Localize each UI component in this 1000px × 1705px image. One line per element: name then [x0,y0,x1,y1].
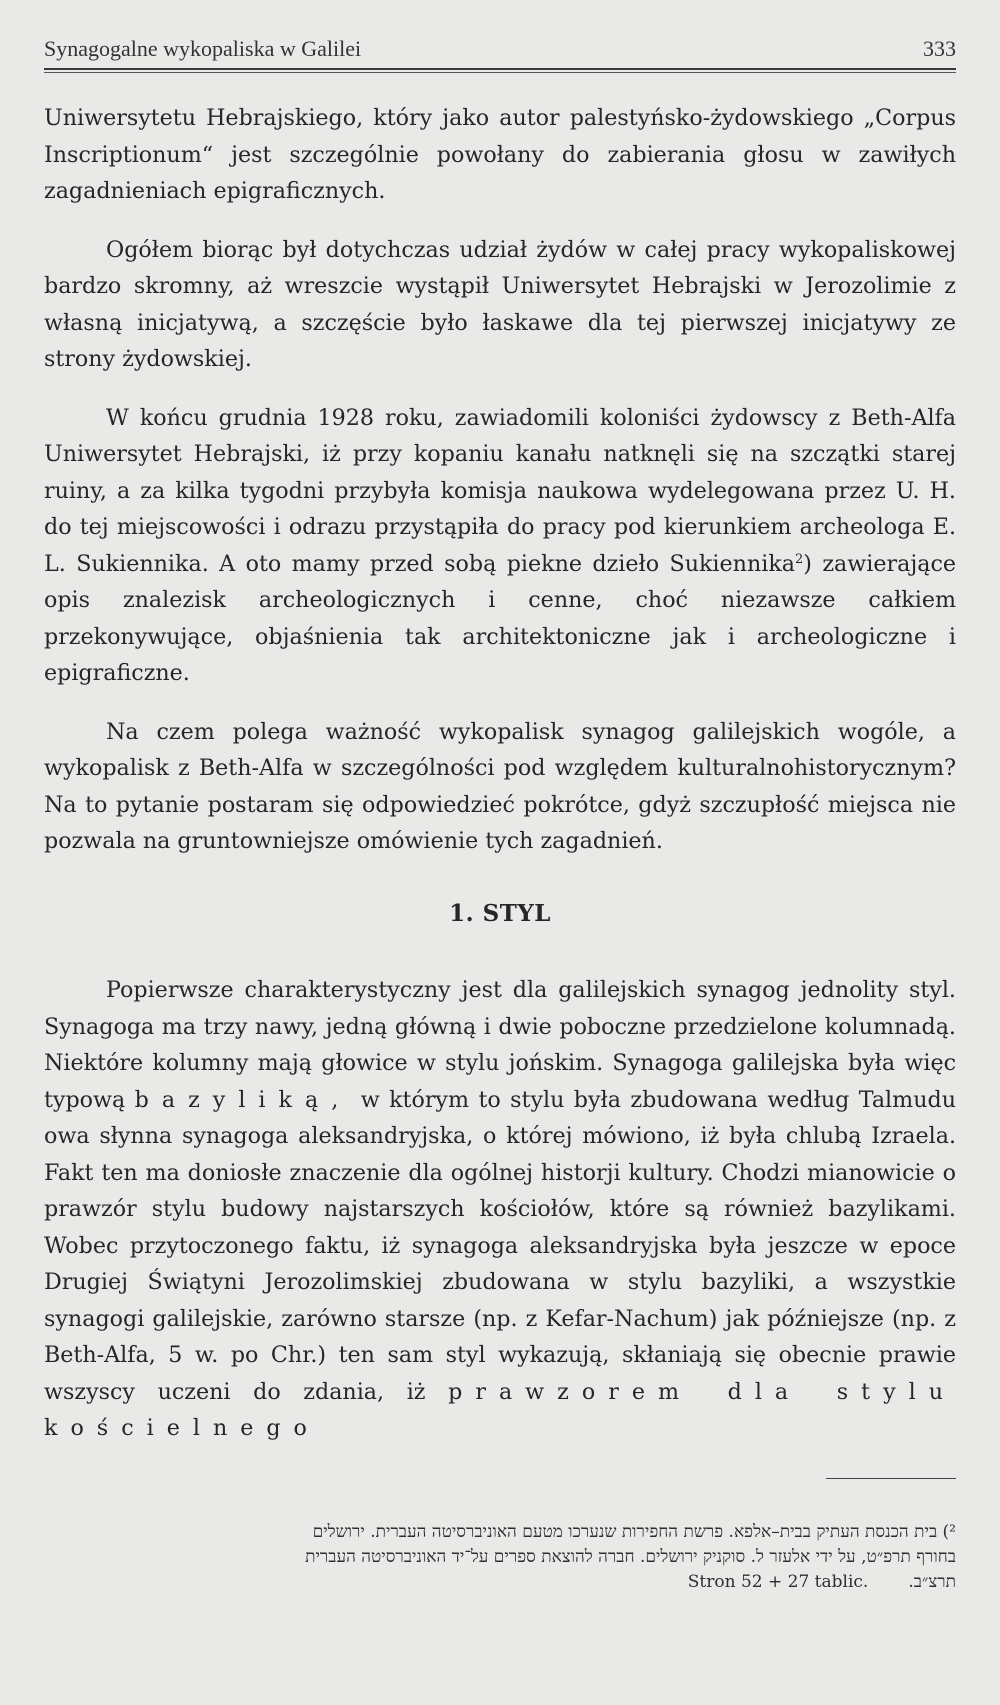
footnote-page-count: Stron 52 + 27 tablic. [687,1572,869,1592]
footnote-year: תרצ״ב. [908,1572,956,1592]
paragraph-1: Uniwersytetu Hebrajskiego, który jako autor palestyńsko-żydowskiego „Corpus Inscriptionum“ jest szczególnie powołany do zabierania głosu w zawiłych zagadnieniach epigraficznych. [44,105,956,204]
body-text [44,100,956,1469]
paragraph-5-text-a: Popierwsze charakterystyczny jest dla galilejskich synagog jednolity styl. Synagoga ma trzy nawy, jedną główną i dwie poboczne przedzielone kolumnadą. Niektóre kolumny mają głowice w stylu jońskim. Synagoga galilejska była więc typową [44,977,956,1113]
paragraph-3 [44,400,956,692]
paragraph-3-text-b: ) zawierające opis znalezisk archeologicznych i cenne, choć niezawsze całkiem przekonywujące, objaśnienia tak architektoniczne jak i archeologiczne i epigraficzne. [44,550,956,686]
header-rule [44,68,956,73]
running-title: Synagogalne wykopaliska w Galilei [44,36,362,61]
footnote-line-3 [44,1570,956,1595]
paragraph-4: Na czem polega ważność wykopalisk synagog galilejskich wogóle, a wykopalisk z Beth-Alfa w szczególności pod względem kulturalnohistorycznym? Na to pytanie postaram się odpowiedzieć pokrótce, gdyż szczupłość miejsca nie pozwala na gruntowniejsze omówienie tych zagadnień. [44,718,956,854]
emphasis-spaced-1: bazyliką, [134,1086,352,1113]
paragraph-5 [44,972,956,1447]
section-heading: 1. STYL [449,899,551,927]
emphasis-spaced-2: prawzorem dla stylu kościelnego [44,1378,956,1441]
running-header [44,36,956,62]
footnote-reference[interactable]: 2 [795,551,804,567]
footnote-line-1: ²) בית הכנסת העתיק בבית–אלפא. פרשת החפירות שנערכו מטעם האוניברסיטה העברית. ירושלים [312,1522,956,1542]
page-number: 333 [923,36,956,61]
paragraph-5-text-b: w którym to stylu była zbudowana według Talmudu owa słynna synagoga aleksandryjska, o której mówiono, iż była chlubą Izraela. Fakt ten ma doniosłe znaczenie dla ogólnej historji kultury. Chodzi mianowicie o prawzór stylu budowy najstarszych kościołów, które są również bazylikami. Wobec przytoczonego faktu, iż synagoga aleksandryjska była jeszcze w epoce Drugiej Świątyni Jerozolimskiej zbudowana w stylu bazyliki, a wszystkie synagogi galilejskie, zarówno starsze (np. z Kefar-Nachum) jak późniejsze (np. z Beth-Alfa, 5 w. po Chr.) ten sam styl wykazują, skłaniają się obecnie prawie wszyscy uczeni do zdania, iż [44,1086,956,1405]
footnote [44,1520,956,1595]
paragraph-3-text-a: W końcu grudnia 1928 roku, zawiadomili koloniści żydowscy z Beth-Alfa Uniwersytet Hebrajski, iż przy kopaniu kanału natknęli się na szczątki starej ruiny, a za kilka tygodni przybyła komisja naukowa wydelegowana przez U. H. do tej miejscowości i odrazu przystąpiła do pracy pod kierunkiem archeologa E. L. Sukiennika. A oto mamy przed sobą piekne dzieło Sukiennika [44,404,956,577]
footnote-rule [826,1478,956,1479]
footnote-line-2: בחורף תרפ״ט, על ידי אלעזר ל. סוקניק ירושלים. חברה להוצאת ספרים על־יד האוניברסיטה העברית [305,1547,956,1567]
paragraph-2: Ogółem biorąc był dotychczas udział żydów w całej pracy wykopaliskowej bardzo skromny, aż wreszcie wystąpił Uniwersytet Hebrajski w Jerozolimie z własną inicjatywą, a szczęście było łaskawe dla tej pierwszej inicjatywy ze strony żydowskiej. [44,236,956,372]
